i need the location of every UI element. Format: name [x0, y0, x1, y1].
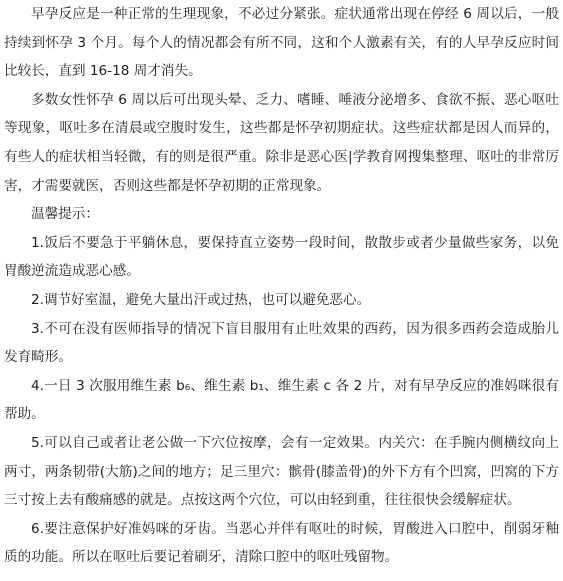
tip-item-5: 5.可以自己或者让老公做一下穴位按摩，会有一定效果。内关穴：在手腕内侧横纹向上两寸，两条韧带(大筋)之间的地方；足三里穴：髌骨(膝盖骨)的外下方有个凹窝，凹窝的下方三寸按上去有酸痛感的就是。点按这两个穴位，可以由轻到重，往往很快会缓解症状。 — [4, 434, 559, 509]
tip-item-2: 2.调节好室温，避免大量出汗或过热，也可以避免恶心。 — [31, 291, 371, 308]
tip-item-1: 1.饭后不要急于平躺休息，要保持直立姿势一段时间，散散步或者少量做些家务，以免胃酸逆流造成恶心感。 — [4, 234, 559, 280]
tip-item-6: 6.要注意保护好准妈咪的牙齿。当恶心并伴有呕吐的时候，胃酸进入口腔中，削弱牙釉质的功能。所以在呕吐后要记着刷牙，清除口腔中的呕吐残留物。 — [4, 520, 559, 566]
paragraph-symptoms: 多数女性怀孕 6 周以后可出现头晕、乏力、嗜睡、唾液分泌增多、食欲不振、恶心呕吐等现象，呕吐多在清晨或空腹时发生，这些都是怀孕初期症状。这些症状都是因人而异的，有些人的症状相当轻微，有的则是很严重。除非是恶心医|学教育网搜集整理、呕吐的非常厉害，才需要就医，否则这些都是怀孕初期的正常现象。 — [4, 91, 559, 194]
paragraph-intro: 早孕反应是一种正常的生理现象，不必过分紧张。症状通常出现在停经 6 周以后，一般持续到怀孕 3 个月。每个人的情况都会有所不同，这和个人激素有关，有的人早孕反应时间比较长，直到 16-18 周才消失。 — [4, 6, 559, 80]
tip-item-3: 3.不可在没有医师指导的情况下盲目服用有止吐效果的西药，因为很多西药会造成胎儿发育畸形。 — [4, 320, 559, 366]
article-body — [4, 0, 559, 572]
tips-heading: 温馨提示： — [31, 206, 99, 223]
tip-item-4: 4.一日 3 次服用维生素 b₆、维生素 b₁、维生素 c 各 2 片，对有早孕反应的准妈咪很有帮助。 — [4, 377, 559, 423]
